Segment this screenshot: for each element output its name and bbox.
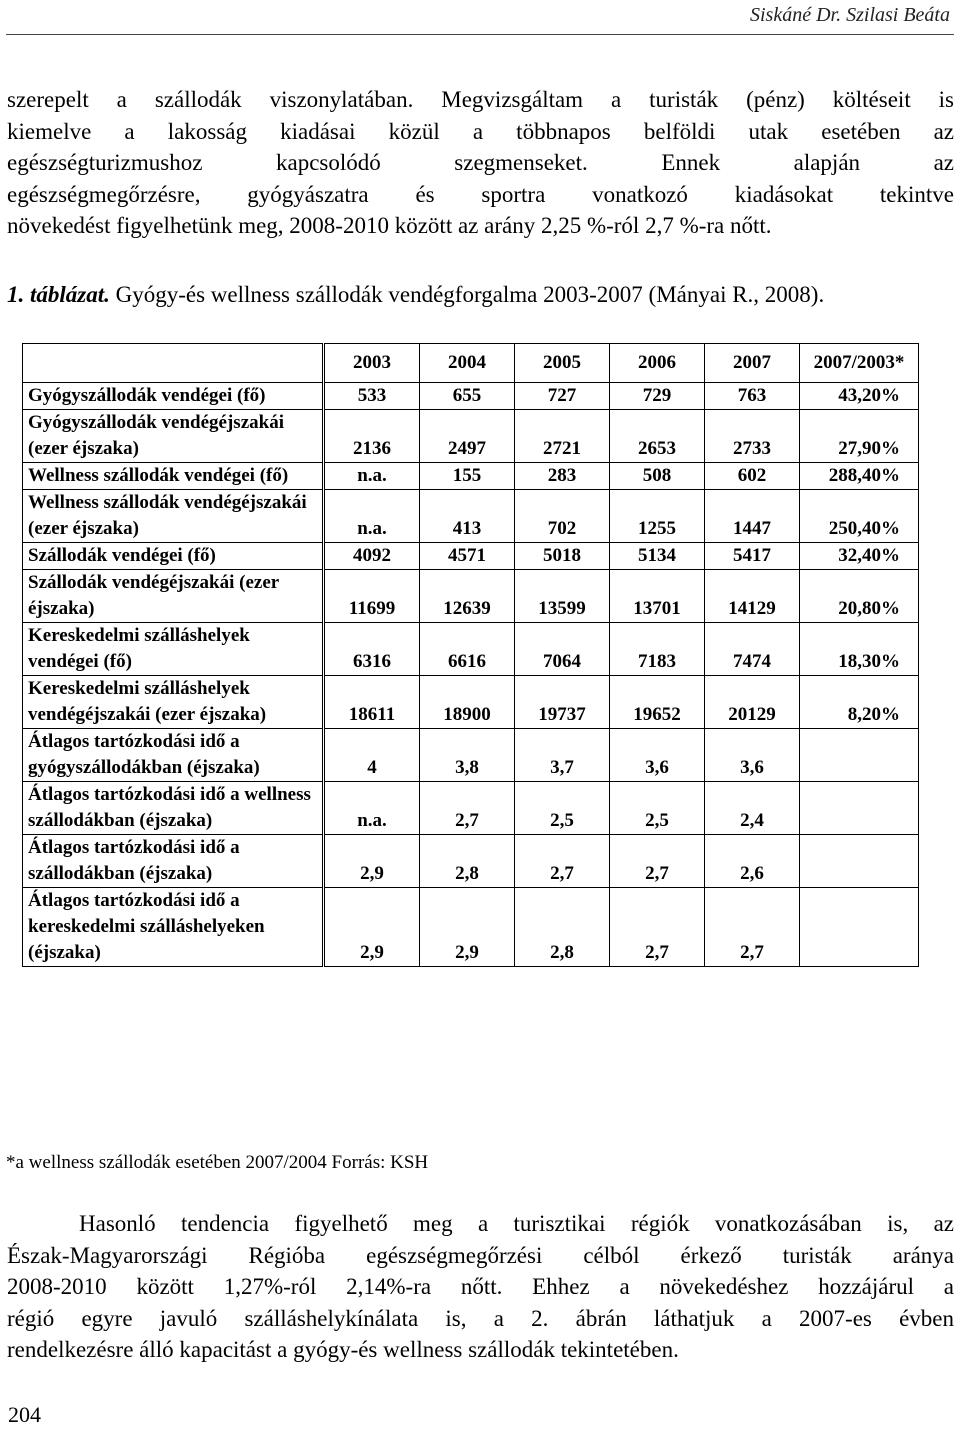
table-cell: 602 bbox=[705, 463, 800, 490]
text-line: Hasonló tendencia figyelhető meg a turisztikai régiók vonatkozásában is, az bbox=[79, 1211, 954, 1236]
table-cell: 32,40% bbox=[800, 543, 919, 570]
table-cell: 2,7 bbox=[420, 782, 515, 835]
table-cell: 288,40% bbox=[800, 463, 919, 490]
text-line: szerepelt a szállodák viszonylatában. Megvizsgáltam a turisták (pénz) költéseit is bbox=[7, 87, 954, 112]
table-footnote: *a wellness szállodák esetében 2007/2004 Forrás: KSH bbox=[6, 1152, 429, 1173]
table-cell: 19737 bbox=[515, 676, 610, 729]
column-header: 2003 bbox=[324, 344, 420, 383]
table-cell: 2,7 bbox=[705, 888, 800, 967]
text-line: régió egyre javuló szálláshelykínálata is, a 2. ábrán láthatjuk a 2007-es évben bbox=[7, 1305, 954, 1331]
header-divider bbox=[6, 34, 954, 35]
table-cell: 20,80% bbox=[800, 570, 919, 623]
row-label: Gyógyszállodák vendégéjszakái (ezer éjszaka) bbox=[23, 410, 324, 463]
table-cell: 3,7 bbox=[515, 729, 610, 782]
table-cell: 283 bbox=[515, 463, 610, 490]
text-line: egészségmegőrzésre, gyógyászatra és sportra vonatkozó kiadásokat tekintve bbox=[7, 181, 954, 207]
table-cell: 155 bbox=[420, 463, 515, 490]
row-label: Szállodák vendégéjszakái (ezer éjszaka) bbox=[23, 570, 324, 623]
table-cell: 4 bbox=[324, 729, 420, 782]
table-cell: 27,90% bbox=[800, 410, 919, 463]
row-label: Wellness szállodák vendégei (fő) bbox=[23, 463, 324, 490]
table-row bbox=[23, 410, 919, 463]
table-cell: 14129 bbox=[705, 570, 800, 623]
table-cell: 3,8 bbox=[420, 729, 515, 782]
table-cell bbox=[800, 729, 919, 782]
table-cell: 19652 bbox=[610, 676, 705, 729]
table-cell: 18,30% bbox=[800, 623, 919, 676]
table-cell: 5018 bbox=[515, 543, 610, 570]
table-cell: 7064 bbox=[515, 623, 610, 676]
row-label: Gyógyszállodák vendégei (fő) bbox=[23, 383, 324, 410]
table-cell: 7474 bbox=[705, 623, 800, 676]
table-cell bbox=[800, 888, 919, 967]
table-cell: 413 bbox=[420, 490, 515, 543]
column-header: 2004 bbox=[420, 344, 515, 383]
table-cell: 6616 bbox=[420, 623, 515, 676]
text-line: rendelkezésre álló kapacitást a gyógy-és wellness szállodák tekintetében. bbox=[7, 1337, 679, 1363]
column-header: 2006 bbox=[610, 344, 705, 383]
data-table bbox=[22, 343, 919, 967]
table-cell: 2733 bbox=[705, 410, 800, 463]
table-corner-cell bbox=[23, 344, 324, 383]
table-cell: 2,7 bbox=[515, 835, 610, 888]
table-cell: 2,7 bbox=[610, 835, 705, 888]
table-cell: 5134 bbox=[610, 543, 705, 570]
text-line: növekedést figyelhetünk meg, 2008-2010 között az arány 2,25 %-ról 2,7 %-ra nőtt. bbox=[7, 213, 772, 239]
column-header: 2007/2003* bbox=[800, 344, 919, 383]
table-cell: 2,9 bbox=[324, 888, 420, 967]
table-cell: 20129 bbox=[705, 676, 800, 729]
table-cell: 12639 bbox=[420, 570, 515, 623]
table-row bbox=[23, 888, 919, 967]
table-cell: 2,9 bbox=[420, 888, 515, 967]
table-cell: 13701 bbox=[610, 570, 705, 623]
table-cell: 3,6 bbox=[705, 729, 800, 782]
table-cell: 43,20% bbox=[800, 383, 919, 410]
paragraph-body bbox=[7, 1208, 954, 1366]
table-cell: 18900 bbox=[420, 676, 515, 729]
row-label: Wellness szállodák vendégéjszakái (ezer éjszaka) bbox=[23, 490, 324, 543]
text-line: egészségturizmushoz kapcsolódó szegmenseket. Ennek alapján az bbox=[7, 150, 954, 176]
row-label: Szállodák vendégei (fő) bbox=[23, 543, 324, 570]
table-cell: 2,8 bbox=[515, 888, 610, 967]
row-label: Átlagos tartózkodási idő a wellness szállodákban (éjszaka) bbox=[23, 782, 324, 835]
table-cell: 13599 bbox=[515, 570, 610, 623]
paragraph-intro bbox=[7, 84, 954, 242]
row-label: Átlagos tartózkodási idő a kereskedelmi szálláshelyeken (éjszaka) bbox=[23, 888, 324, 967]
table-cell: 2497 bbox=[420, 410, 515, 463]
row-label: Átlagos tartózkodási idő a gyógyszállodákban (éjszaka) bbox=[23, 729, 324, 782]
table-cell: 5417 bbox=[705, 543, 800, 570]
table-caption bbox=[7, 280, 954, 310]
table-cell: 1255 bbox=[610, 490, 705, 543]
table-row bbox=[23, 570, 919, 623]
table-cell: 508 bbox=[610, 463, 705, 490]
table-row bbox=[23, 676, 919, 729]
table-cell: 1447 bbox=[705, 490, 800, 543]
table-row bbox=[23, 383, 919, 410]
table-cell: 2,6 bbox=[705, 835, 800, 888]
page-number: 204 bbox=[8, 1402, 41, 1427]
table-row bbox=[23, 543, 919, 570]
table-cell: 2721 bbox=[515, 410, 610, 463]
table-cell: n.a. bbox=[324, 490, 420, 543]
table-row bbox=[23, 835, 919, 888]
table-cell: n.a. bbox=[324, 463, 420, 490]
table-row bbox=[23, 623, 919, 676]
table-cell bbox=[800, 782, 919, 835]
table-row bbox=[23, 463, 919, 490]
table-cell: 2,8 bbox=[420, 835, 515, 888]
table-cell: 655 bbox=[420, 383, 515, 410]
table-cell: 2653 bbox=[610, 410, 705, 463]
table-cell: 11699 bbox=[324, 570, 420, 623]
table-caption-label: 1. táblázat. bbox=[7, 282, 110, 307]
table-row bbox=[23, 490, 919, 543]
table-caption-text: Gyógy-és wellness szállodák vendégforgalma 2003-2007 (Mányai R., 2008). bbox=[109, 282, 825, 307]
row-label: Kereskedelmi szálláshelyek vendégei (fő) bbox=[23, 623, 324, 676]
table-cell: 250,40% bbox=[800, 490, 919, 543]
column-header: 2005 bbox=[515, 344, 610, 383]
text-line: Észak-Magyarországi Régióba egészségmegőrzési célból érkező turisták aránya bbox=[7, 1242, 954, 1268]
table-cell: 3,6 bbox=[610, 729, 705, 782]
text-line: 2008-2010 között 1,27%-ról 2,14%-ra nőtt. Ehhez a növekedéshez hozzájárul a bbox=[7, 1274, 954, 1300]
table-cell: 4092 bbox=[324, 543, 420, 570]
table-cell: 6316 bbox=[324, 623, 420, 676]
table-cell: 18611 bbox=[324, 676, 420, 729]
table-cell: 2136 bbox=[324, 410, 420, 463]
text-line: kiemelve a lakosság kiadásai közül a többnapos belföldi utak esetében az bbox=[7, 118, 954, 144]
table-cell: 7183 bbox=[610, 623, 705, 676]
table-row bbox=[23, 782, 919, 835]
table-row bbox=[23, 729, 919, 782]
table-header-row bbox=[23, 344, 919, 383]
table-cell: 2,9 bbox=[324, 835, 420, 888]
table-cell: 2,5 bbox=[610, 782, 705, 835]
table-cell: 727 bbox=[515, 383, 610, 410]
table-cell: 2,5 bbox=[515, 782, 610, 835]
row-label: Kereskedelmi szálláshelyek vendégéjszakái (ezer éjszaka) bbox=[23, 676, 324, 729]
table-cell: 533 bbox=[324, 383, 420, 410]
table-cell: n.a. bbox=[324, 782, 420, 835]
table-cell: 702 bbox=[515, 490, 610, 543]
table-cell: 4571 bbox=[420, 543, 515, 570]
table-cell: 2,4 bbox=[705, 782, 800, 835]
table-cell: 729 bbox=[610, 383, 705, 410]
table-cell: 8,20% bbox=[800, 676, 919, 729]
table-cell: 763 bbox=[705, 383, 800, 410]
table-cell: 2,7 bbox=[610, 888, 705, 967]
row-label: Átlagos tartózkodási idő a szállodákban (éjszaka) bbox=[23, 835, 324, 888]
table-cell bbox=[800, 835, 919, 888]
running-header: Siskáné Dr. Szilasi Beáta bbox=[750, 4, 950, 26]
column-header: 2007 bbox=[705, 344, 800, 383]
